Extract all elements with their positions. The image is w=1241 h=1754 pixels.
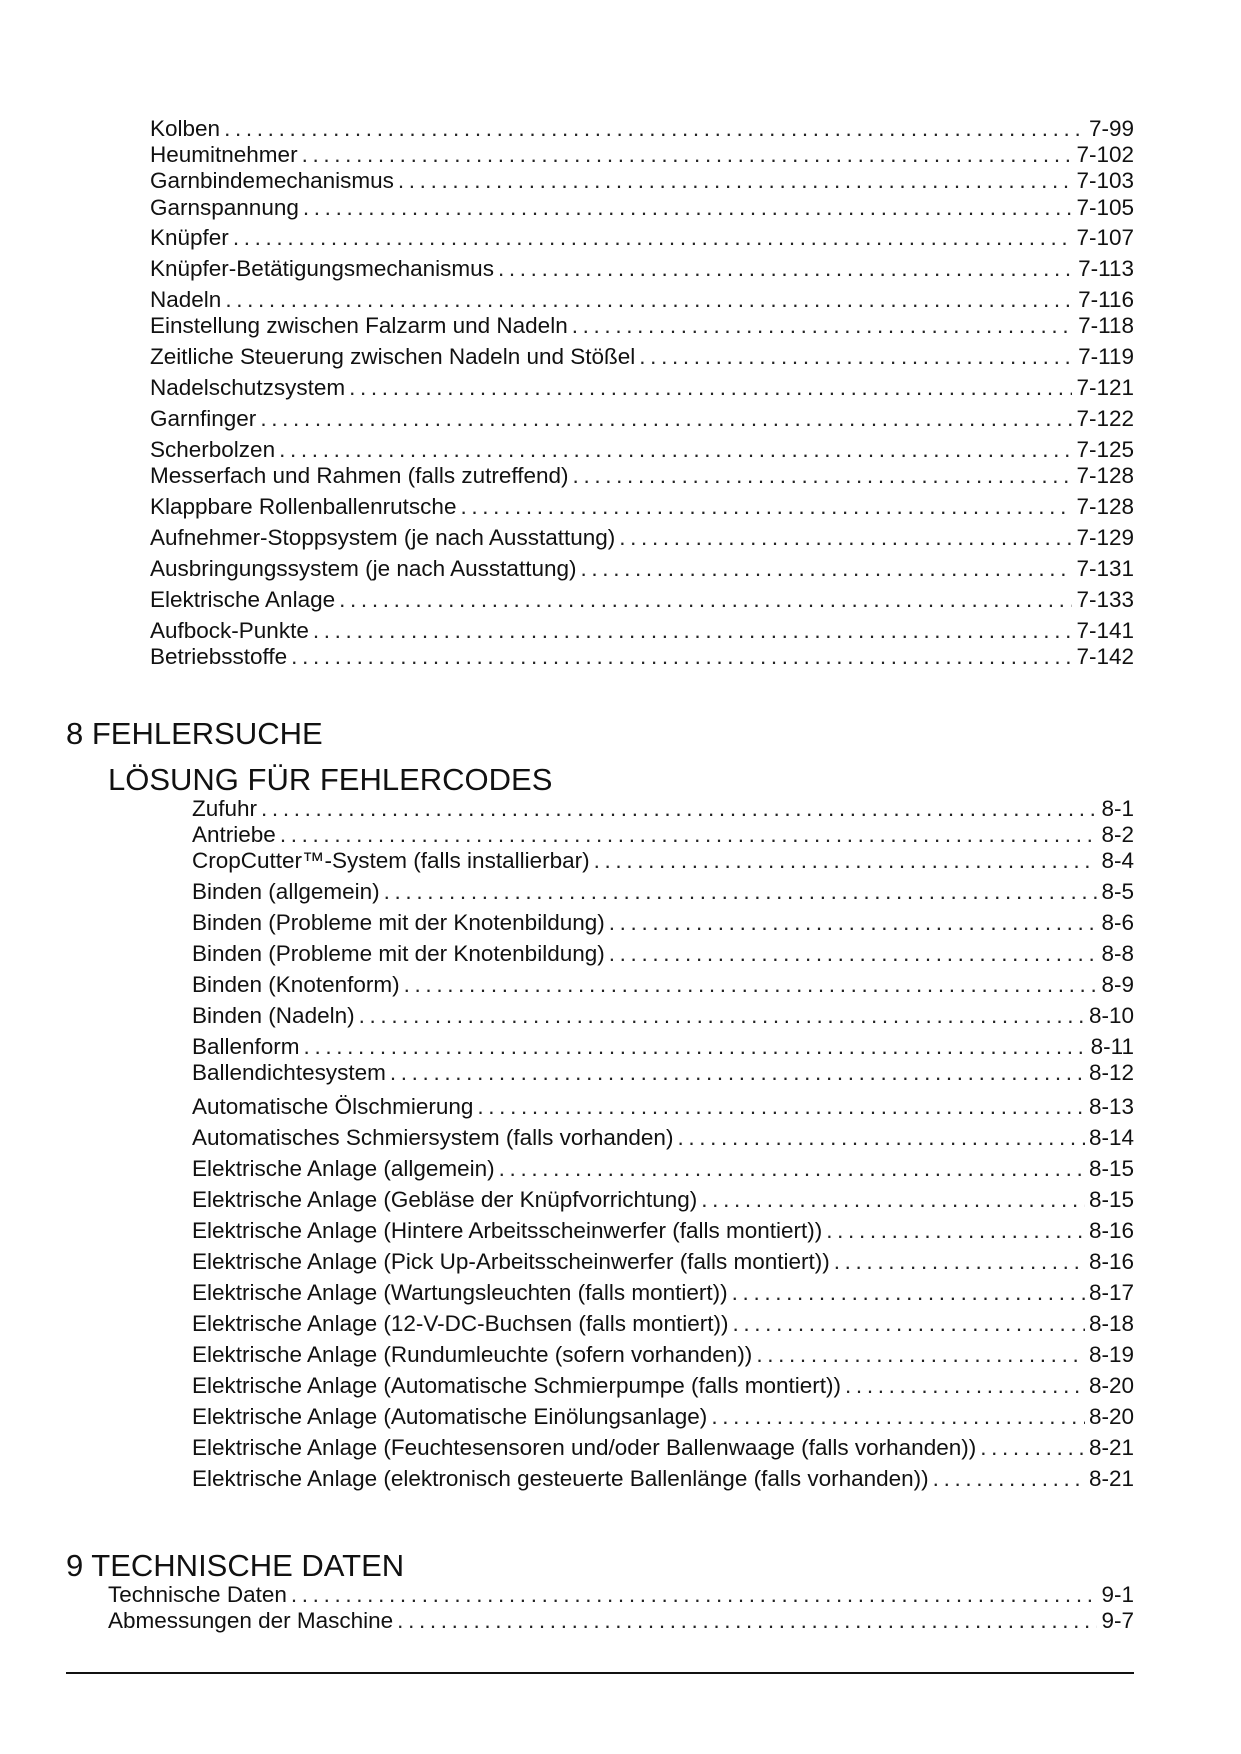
dot-leader: [261, 796, 1097, 822]
entry-title: Elektrische Anlage (Automatische Schmierpumpe (falls montiert)): [192, 1373, 842, 1398]
dot-leader: [460, 494, 1072, 520]
entry-page: 8-20: [1088, 1404, 1134, 1429]
entry-page: 8-21: [1088, 1435, 1134, 1460]
entry-page: 7-99: [1088, 116, 1134, 141]
toc-entry[interactable]: [192, 848, 1134, 874]
chapter-heading[interactable]: 8 FEHLERSUCHE: [66, 716, 323, 751]
dot-leader: [397, 1608, 1097, 1634]
dot-leader: [349, 375, 1072, 401]
entry-page: 7-141: [1076, 618, 1134, 643]
entry-page: 7-107: [1076, 225, 1134, 250]
dot-leader: [225, 287, 1074, 313]
toc-entry[interactable]: [150, 168, 1134, 194]
entry-page: 8-2: [1101, 822, 1134, 847]
toc-entry[interactable]: [192, 879, 1134, 905]
toc-entry[interactable]: [192, 1280, 1134, 1306]
toc-entry[interactable]: [192, 1094, 1134, 1120]
toc-entry[interactable]: [108, 1608, 1134, 1634]
entry-page: 8-15: [1088, 1156, 1134, 1181]
section-heading[interactable]: LÖSUNG FÜR FEHLERCODES: [108, 762, 553, 797]
entry-title: Knüpfer: [150, 225, 229, 250]
entry-page: 7-142: [1076, 644, 1134, 669]
toc-entry[interactable]: [150, 406, 1134, 432]
dot-leader: [260, 406, 1072, 432]
toc-entry[interactable]: [192, 1342, 1134, 1368]
dot-leader: [732, 1311, 1085, 1337]
dot-leader: [224, 116, 1085, 142]
dot-leader: [609, 910, 1098, 936]
entry-title: Automatische Ölschmierung: [192, 1094, 474, 1119]
toc-entry[interactable]: [192, 1034, 1134, 1060]
entry-title: Ausbringungssystem (je nach Ausstattung): [150, 556, 577, 581]
entry-title: Elektrische Anlage (Pick Up-Arbeitsscheinwerfer (falls montiert)): [192, 1249, 830, 1274]
entry-title: Abmessungen der Maschine: [108, 1608, 394, 1633]
entry-title: Antriebe: [192, 822, 276, 847]
entry-title: Zufuhr: [192, 796, 258, 821]
toc-entry[interactable]: [150, 225, 1134, 251]
entry-page: 8-16: [1088, 1218, 1134, 1243]
entry-page: 8-20: [1088, 1373, 1134, 1398]
dot-leader: [701, 1187, 1085, 1213]
entry-title: Ballendichtesystem: [192, 1060, 386, 1085]
toc-entry[interactable]: [192, 1249, 1134, 1275]
entry-page: 8-11: [1090, 1034, 1134, 1059]
entry-page: 7-105: [1076, 195, 1134, 220]
toc-entry[interactable]: [192, 1404, 1134, 1430]
entry-title: Binden (Nadeln): [192, 1003, 355, 1028]
toc-entry[interactable]: [192, 1466, 1134, 1492]
dot-leader: [303, 195, 1073, 221]
entry-title: Garnspannung: [150, 195, 299, 220]
entry-title: Aufbock-Punkte: [150, 618, 309, 643]
entry-page: 7-119: [1078, 344, 1134, 369]
dot-leader: [711, 1404, 1085, 1430]
entry-title: Kolben: [150, 116, 221, 141]
entry-page: 7-122: [1076, 406, 1134, 431]
entry-page: 7-125: [1076, 437, 1134, 462]
dot-leader: [619, 525, 1072, 551]
entry-title: Elektrische Anlage (Wartungsleuchten (falls montiert)): [192, 1280, 728, 1305]
entry-title: Elektrische Anlage (Automatische Einölungsanlage): [192, 1404, 708, 1429]
toc-entry[interactable]: [150, 644, 1134, 670]
dot-leader: [573, 463, 1073, 489]
toc-entry[interactable]: [192, 941, 1134, 967]
entry-page: 8-14: [1088, 1125, 1134, 1150]
toc-entry[interactable]: [192, 1187, 1134, 1213]
entry-title: Binden (Probleme mit der Knotenbildung): [192, 910, 605, 935]
entry-page: 8-6: [1101, 910, 1134, 935]
entry-title: CropCutter™-System (falls installierbar): [192, 848, 590, 873]
dot-leader: [732, 1280, 1085, 1306]
toc-entry[interactable]: [150, 437, 1134, 463]
entry-title: Nadeln: [150, 287, 222, 312]
toc-entry[interactable]: [192, 1156, 1134, 1182]
dot-leader: [499, 1156, 1085, 1182]
dot-leader: [639, 344, 1074, 370]
chapter-heading[interactable]: 9 TECHNISCHE DATEN: [66, 1548, 405, 1583]
entry-title: Binden (Knotenform): [192, 972, 400, 997]
entry-title: Elektrische Anlage (Feuchtesensoren und/oder Ballenwaage (falls vorhanden)): [192, 1435, 977, 1460]
entry-page: 8-9: [1101, 972, 1134, 997]
entry-page: 7-113: [1078, 256, 1134, 281]
entry-page: 7-128: [1076, 494, 1134, 519]
toc-entry[interactable]: [192, 796, 1134, 822]
dot-leader: [280, 822, 1098, 848]
dot-leader: [384, 879, 1098, 905]
entry-page: 7-102: [1076, 142, 1134, 167]
entry-page: 8-17: [1088, 1280, 1134, 1305]
dot-leader: [572, 313, 1074, 339]
toc-entry[interactable]: [192, 1060, 1134, 1086]
entry-page: 8-12: [1088, 1060, 1134, 1085]
entry-title: Technische Daten: [108, 1582, 287, 1607]
toc-chapter-8: [192, 796, 1134, 1496]
dot-leader: [609, 941, 1098, 967]
toc-entry[interactable]: [150, 525, 1134, 551]
toc-entry[interactable]: [150, 494, 1134, 520]
entry-title: Elektrische Anlage (12-V-DC-Buchsen (falls montiert)): [192, 1311, 729, 1336]
entry-title: Elektrische Anlage: [150, 587, 336, 612]
toc-entry[interactable]: [150, 313, 1134, 339]
footer-rule: [66, 1672, 1134, 1674]
entry-title: Zeitliche Steuerung zwischen Nadeln und Stößel: [150, 344, 636, 369]
dot-leader: [477, 1094, 1085, 1120]
entry-page: 8-4: [1101, 848, 1134, 873]
entry-page: 7-103: [1076, 168, 1134, 193]
entry-title: Knüpfer-Betätigungsmechanismus: [150, 256, 494, 281]
dot-leader: [933, 1466, 1085, 1492]
entry-page: 9-1: [1101, 1582, 1134, 1607]
entry-title: Automatisches Schmiersystem (falls vorhanden): [192, 1125, 674, 1150]
dot-leader: [404, 972, 1098, 998]
entry-page: 8-19: [1088, 1342, 1134, 1367]
entry-title: Betriebsstoffe: [150, 644, 288, 669]
toc-entry[interactable]: [108, 1582, 1134, 1608]
entry-title: Messerfach und Rahmen (falls zutreffend): [150, 463, 569, 488]
entry-page: 8-13: [1088, 1094, 1134, 1119]
dot-leader: [233, 225, 1073, 251]
entry-page: 7-131: [1076, 556, 1134, 581]
dot-leader: [339, 587, 1072, 613]
toc-entry[interactable]: [150, 195, 1134, 221]
toc-entry[interactable]: [150, 618, 1134, 644]
dot-leader: [845, 1373, 1085, 1399]
entry-title: Einstellung zwischen Falzarm und Nadeln: [150, 313, 568, 338]
dot-leader: [580, 556, 1072, 582]
entry-title: Elektrische Anlage (Gebläse der Knüpfvorrichtung): [192, 1187, 698, 1212]
entry-title: Elektrische Anlage (Hintere Arbeitsscheinwerfer (falls montiert)): [192, 1218, 823, 1243]
dot-leader: [677, 1125, 1085, 1151]
entry-page: 8-15: [1088, 1187, 1134, 1212]
dot-leader: [313, 618, 1073, 644]
toc-entry[interactable]: [192, 1373, 1134, 1399]
toc-entry[interactable]: [150, 256, 1134, 282]
entry-title: Elektrische Anlage (elektronisch gesteuerte Ballenlänge (falls vorhanden)): [192, 1466, 929, 1491]
entry-title: Heumitnehmer: [150, 142, 298, 167]
dot-leader: [756, 1342, 1085, 1368]
entry-page: 7-121: [1076, 375, 1134, 400]
toc-entry[interactable]: [192, 1311, 1134, 1337]
toc-entry[interactable]: [150, 463, 1134, 489]
dot-leader: [826, 1218, 1085, 1244]
dot-leader: [980, 1435, 1085, 1461]
entry-page: 7-128: [1076, 463, 1134, 488]
entry-page: 8-10: [1088, 1003, 1134, 1028]
toc-entry[interactable]: [150, 556, 1134, 582]
toc-entry[interactable]: [192, 1218, 1134, 1244]
entry-title: Binden (Probleme mit der Knotenbildung): [192, 941, 605, 966]
toc-entry[interactable]: [192, 1003, 1134, 1029]
entry-title: Garnbindemechanismus: [150, 168, 394, 193]
entry-page: 7-118: [1078, 313, 1134, 338]
dot-leader: [291, 644, 1072, 670]
dot-leader: [302, 142, 1073, 168]
entry-page: 8-21: [1088, 1466, 1134, 1491]
dot-leader: [594, 848, 1098, 874]
dot-leader: [498, 256, 1074, 282]
entry-page: 8-1: [1101, 796, 1134, 821]
entry-title: Elektrische Anlage (Rundumleuchte (sofern vorhanden)): [192, 1342, 753, 1367]
dot-leader: [279, 437, 1072, 463]
entry-title: Nadelschutzsystem: [150, 375, 346, 400]
entry-page: 7-133: [1076, 587, 1134, 612]
toc-entry[interactable]: [192, 1435, 1134, 1461]
toc-entry[interactable]: [150, 375, 1134, 401]
toc-entry[interactable]: [192, 972, 1134, 998]
toc-entry[interactable]: [150, 287, 1134, 313]
dot-leader: [304, 1034, 1087, 1060]
entry-title: Ballenform: [192, 1034, 300, 1059]
entry-page: 8-5: [1101, 879, 1134, 904]
entry-title: Binden (allgemein): [192, 879, 380, 904]
toc-entry[interactable]: [150, 344, 1134, 370]
entry-title: Scherbolzen: [150, 437, 276, 462]
dot-leader: [359, 1003, 1085, 1029]
entry-title: Aufnehmer-Stoppsystem (je nach Ausstattung): [150, 525, 616, 550]
entry-page: 7-129: [1076, 525, 1134, 550]
entry-title: Klappbare Rollenballenrutsche: [150, 494, 457, 519]
toc-entry[interactable]: [150, 142, 1134, 168]
toc-chapter-9: [108, 1582, 1134, 1638]
dot-leader: [398, 168, 1073, 194]
entry-page: 7-116: [1078, 287, 1134, 312]
dot-leader: [834, 1249, 1085, 1275]
toc-entry[interactable]: [150, 587, 1134, 613]
entry-title: Elektrische Anlage (allgemein): [192, 1156, 495, 1181]
dot-leader: [291, 1582, 1098, 1608]
entry-page: 9-7: [1101, 1608, 1134, 1633]
dot-leader: [390, 1060, 1085, 1086]
entry-page: 8-16: [1088, 1249, 1134, 1274]
toc-entry[interactable]: [192, 910, 1134, 936]
toc-entry[interactable]: [150, 116, 1134, 142]
toc-entry[interactable]: [192, 822, 1134, 848]
entry-page: 8-8: [1101, 941, 1134, 966]
entry-title: Garnfinger: [150, 406, 257, 431]
toc-chapter-7: [150, 116, 1134, 676]
entry-page: 8-18: [1088, 1311, 1134, 1336]
toc-entry[interactable]: [192, 1125, 1134, 1151]
